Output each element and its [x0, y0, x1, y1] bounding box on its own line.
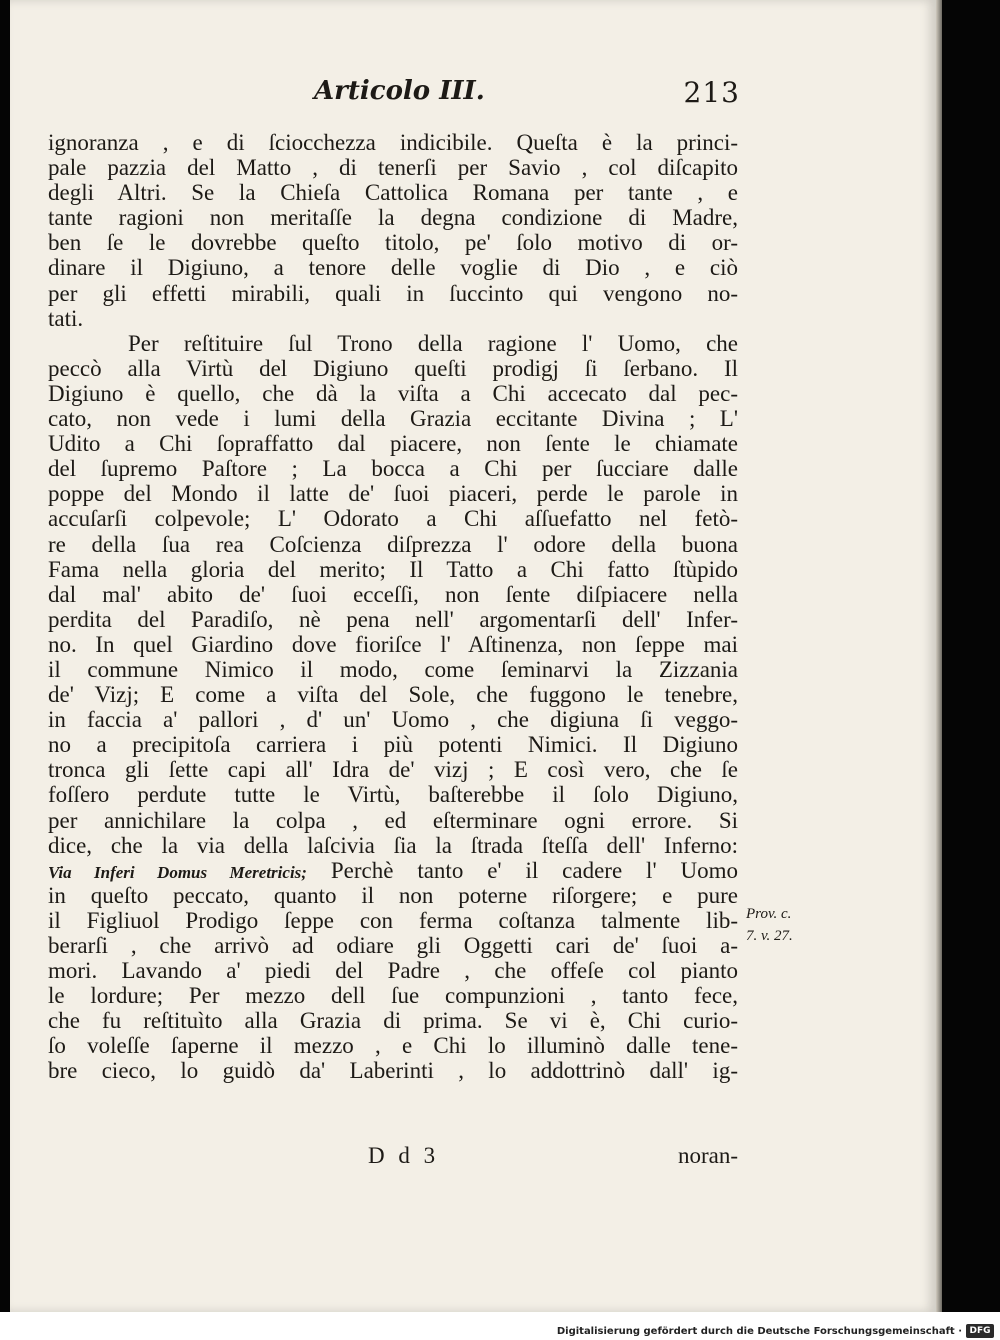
page-footer [48, 1143, 738, 1171]
text-line: in faccia a' pallori , d' un' Uomo , che digiuna ſi veggo- [48, 707, 738, 733]
text-line: ben ſe le dovrebbe queſto titolo, pe' ſolo motivo di or- [48, 230, 738, 256]
body-text [48, 130, 738, 1084]
margin-note-line: Prov. c. [746, 906, 792, 922]
text-line: bre cieco, lo guidò da' Laberinti , lo addottrinò dall' ig- [48, 1058, 738, 1084]
text-line: per gli effetti mirabili, quali in ſuccinto qui vengono no- [48, 280, 738, 306]
text-line: de' Vizj; E come a viſta del Sole, che fuggono le tenebre, [48, 682, 738, 708]
quote-line [48, 858, 738, 883]
text-line: Fama nella gloria del merito; Il Tatto a Chi fatto ſtùpido [48, 556, 738, 582]
text-line: cato, non vede i lumi della Grazia eccitante Divina ; L' [48, 406, 738, 432]
text-line: berarſi , che arrivò ad odiare gli Oggetti cari de' ſuoi a- [48, 933, 738, 958]
text-line: il Figliuol Prodigo ſeppe con ferma coſtanza talmente lib- [48, 907, 738, 933]
text-line: peccò alla Virtù del Digiuno queſti prodigj ſi ſerbano. Il [48, 355, 738, 381]
dfg-logo-icon: DFG [966, 1324, 994, 1338]
signature-mark: D d 3 [368, 1143, 440, 1168]
text-line: degli Altri. Se la Chieſa Cattolica Romana per tante , e [48, 180, 738, 206]
page-edge [936, 0, 942, 1312]
text-line: re della ſua rea Coſcienza diſprezza l' odore della buona [48, 531, 738, 557]
text-line: del ſupremo Paſtore ; La bocca a Chi per ſucciare dalle [48, 456, 738, 482]
text-line: dinare il Digiuno, a tenore delle voglie di Dio , e ciò [48, 255, 738, 281]
text-line: foſſero perdute tutte le Virtù, baſterebbe il ſolo Digiuno, [48, 782, 738, 808]
text-line: dice, che la via della laſcivia ſia la ſtrada ſteſſa dell' Inferno: [48, 832, 738, 858]
margin-note-line: 7. v. 27. [746, 928, 793, 944]
text-line: tati. [48, 305, 84, 331]
quote-continuation: Perchè tanto e' il cadere l' Uomo [306, 857, 738, 883]
text-line: no. In quel Giardino dove fioriſce l' Aſtinenza, non ſeppe mai [48, 631, 738, 657]
text-line: il commune Nimico il modo, come ſeminarvi la Zizzania [48, 656, 738, 682]
page-header [314, 76, 740, 116]
text-line: tante ragioni non meritaſſe la degna condizione di Madre, [48, 205, 738, 231]
text-line: ſo voleſſe ſaperne il mezzo , e Chi lo illuminò dalle tene- [48, 1033, 738, 1059]
text-line: dal mal' abito de' ſuoi ecceſſi, non ſente diſpiacere nella [48, 581, 738, 607]
text-line: poppe del Mondo il latte de' ſuoi piaceri, perde le parole in [48, 481, 738, 507]
text-line: in queſto peccato, quanto il non poterne riſorgere; e pure [48, 882, 738, 908]
funding-credit: Digitalisierung gefördert durch die Deutsche Forschungsgemeinschaft · [556, 1326, 962, 1337]
catchword: noran- [677, 1143, 738, 1168]
text-line: Udito a Chi ſopraffatto dal piacere, non ſente le chiamate [48, 431, 738, 457]
page-number: 213 [683, 76, 740, 109]
text-line: che fu reſtituìto alla Grazia di prima. Se vi è, Chi curio- [48, 1008, 738, 1034]
credit-bar [0, 1312, 1000, 1340]
text-line: per annichilare la colpa , ed eſterminare ogni errore. Si [48, 807, 738, 833]
text-line: mori. Lavando a' piedi del Padre , che offeſe col pianto [48, 958, 738, 984]
margin-note [746, 903, 826, 947]
text-line: no a precipitoſa carriera i più potenti Nimici. Il Digiuno [48, 732, 738, 758]
text-line: Digiuno è quello, che dà la viſta a Chi accecato dal pec- [48, 380, 738, 406]
text-line: le lordure; Per mezzo dell ſue compunzioni , tanto fece, [48, 983, 738, 1009]
running-title: Articolo III. [314, 76, 485, 106]
text-line: ignoranza , e di ſciocchezza indicibile. Queſta è la princi- [48, 130, 738, 155]
text-line: accuſarſi colpevole; L' Odorato a Chi aſſuefatto nel fetò- [48, 506, 738, 532]
paragraph-start: Per reſtituire ſul Trono della ragione l' Uomo, che [128, 330, 738, 356]
text-line: perdita del Paradiſo, nè pena nell' argomentarſi dell' Infer- [48, 606, 738, 632]
text-line: tronca gli ſette capi all' Idra de' vizj ; E così vero, che ſe [48, 757, 738, 783]
text-line: pale pazzia del Matto , di tenerſi per Savio , col diſcapito [48, 155, 738, 181]
latin-quote: Via Inferi Domus Meretricis; [48, 862, 307, 882]
